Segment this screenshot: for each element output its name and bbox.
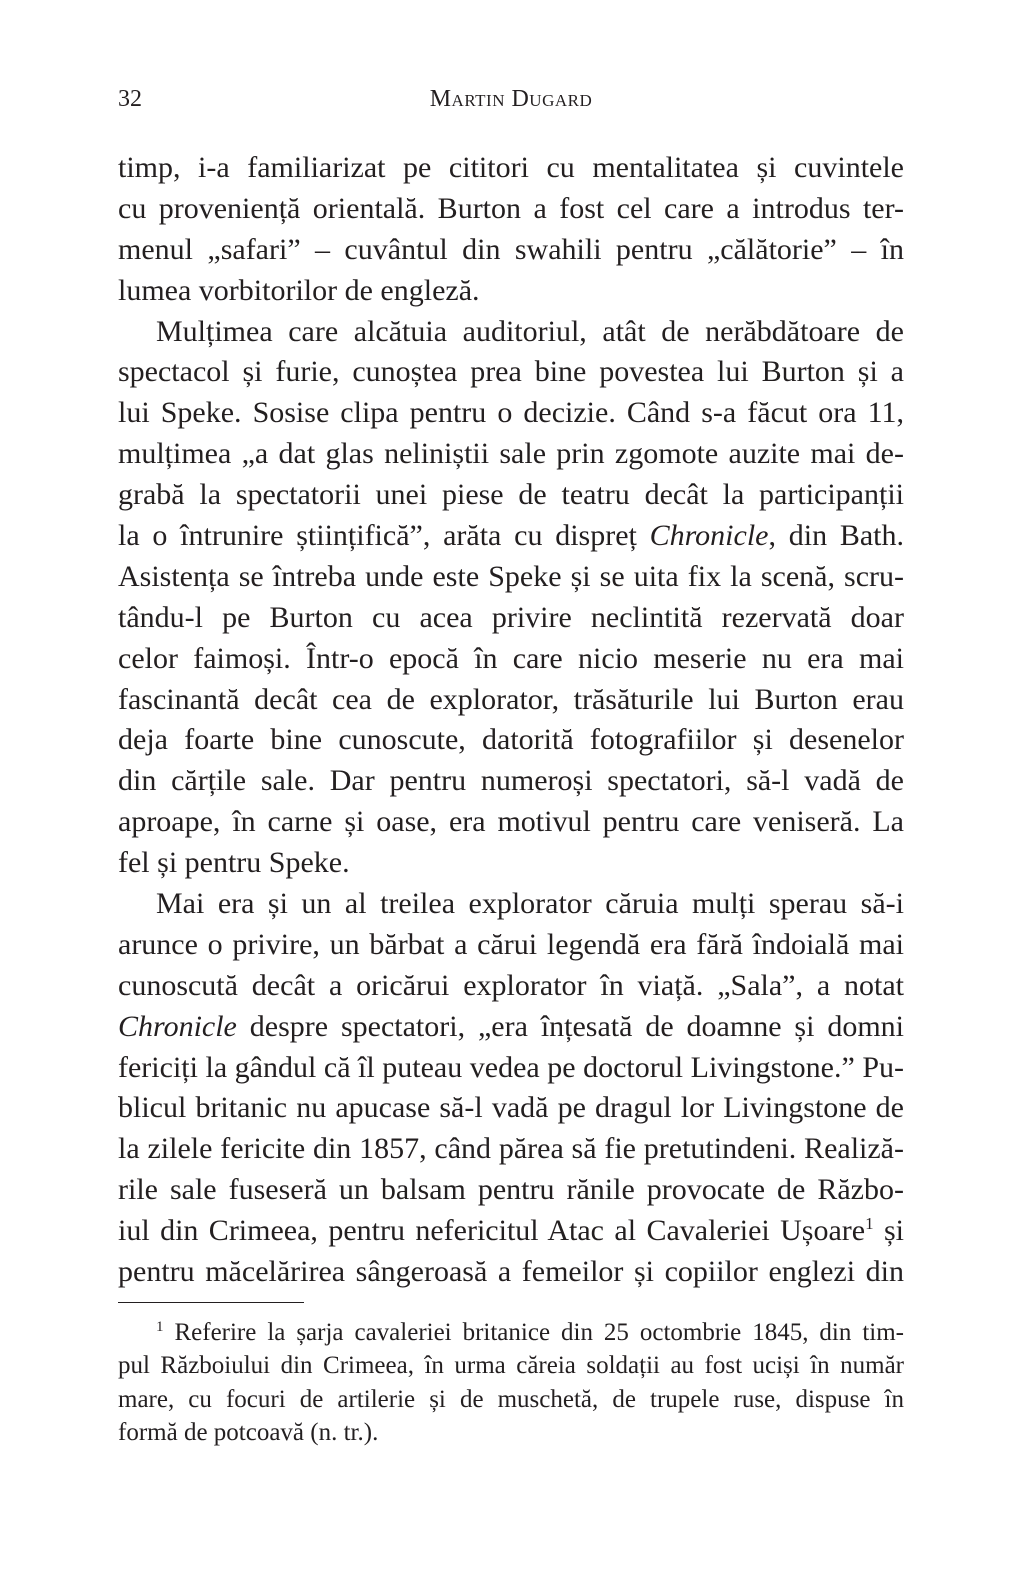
page-header (118, 86, 904, 120)
text-line: menul „safari” – cuvântul din swahili pentru „călătorie” – în (118, 232, 904, 266)
text-fragment: despre spectatori, „era înțesată de doamne și domni (236, 1009, 904, 1043)
text-fragment: la o întrunire științifică”, arăta cu dispreț (118, 519, 650, 553)
text-fragment: iul din Crimeea, pentru nefericitul Atac al Cavaleriei Ușoare (118, 1214, 866, 1248)
footnotes (118, 1316, 904, 1449)
footnote-line: pul Războiului din Crimeea, în urma căreia soldații au fost uciși în număr (118, 1352, 904, 1380)
text-line: mulțimea „a dat glas neliniștii sale prin zgomote auzite mai de- (118, 437, 904, 471)
text-line: rile sale fuseseră un balsam pentru rănile provocate de Războ- (118, 1173, 904, 1207)
text-line: fel și pentru Speke. (118, 846, 350, 880)
text-line: Mulțimea care alcătuia auditoriul, atât de nerăbdătoare de (156, 314, 904, 348)
text-line: lui Speke. Sosise clipa pentru o decizie. Când s-a făcut ora 11, (118, 396, 904, 430)
footnote-separator (118, 1302, 304, 1303)
text-line: deja foarte bine cunoscute, datorită fotografiilor și desenelor (118, 723, 904, 757)
italic-title-chronicle: Chronicle (118, 1009, 237, 1043)
text-line: blicul britanic nu apucase să-l vadă pe dragul lor Livingstone de (118, 1091, 904, 1125)
text-line: spectacol și furie, cunoștea prea bine povestea lui Burton și a (118, 355, 904, 389)
text-line (118, 516, 904, 557)
text-line: cu proveniență orientală. Burton a fost cel care a introdus ter- (118, 191, 904, 225)
text-line: lumea vorbitorilor de engleză. (118, 273, 480, 307)
text-line: la zilele fericite din 1857, când părea să fie pretutindeni. Realiză- (118, 1132, 904, 1166)
text-line: tându-l pe Burton cu acea privire neclintită rezervată doar (118, 600, 904, 634)
footnote-reference: 1 (865, 1214, 874, 1234)
text-line (118, 1007, 904, 1048)
text-line: aproape, în carne și oase, era motivul pentru care veniseră. La (118, 805, 904, 839)
text-line: timp, i-a familiarizat pe cititori cu mentalitatea și cuvintele (118, 151, 904, 184)
text-line: fericiți la gândul că îl puteau vedea pe doctorul Livingstone.” Pu- (118, 1050, 904, 1084)
text-line: celor faimoși. Într-o epocă în care nicio meserie nu era mai (118, 641, 904, 675)
footnote-line: formă de potcoavă (n. tr.). (118, 1418, 379, 1446)
text-line: Asistența se întreba unde este Speke și se uita fix la scenă, scru- (118, 559, 904, 593)
body-text (118, 148, 904, 1293)
footnote-marker: 1 (156, 1319, 164, 1335)
running-head-author: Martin Dugard (429, 86, 593, 112)
italic-title-chronicle: Chronicle (649, 519, 769, 553)
text-line: pentru măcelărirea sângeroasă a femeilor și copiilor englezi din (118, 1255, 904, 1289)
footnote-line: mare, cu focuri de artilerie și de muschetă, de trupele ruse, dispuse în (118, 1385, 904, 1413)
text-line: arunce o privire, un bărbat a cărui legendă era fără îndoială mai (118, 927, 904, 961)
text-line: Mai era și un al treilea explorator căruia mulți sperau să-i (156, 887, 904, 921)
text-line: din cărțile sale. Dar pentru numeroși spectatori, să-l vadă de (118, 764, 904, 798)
text-line (118, 1211, 904, 1252)
text-line: fascinantă decât cea de explorator, trăsăturile lui Burton erau (118, 682, 904, 716)
footnote-line (118, 1316, 904, 1349)
page-number: 32 (118, 86, 142, 112)
text-line: grabă la spectatorii unei piese de teatru decât la participanții (118, 478, 904, 512)
text-fragment: , din Bath. (768, 519, 904, 553)
text-line: cunoscută decât a oricărui explorator în viață. „Sala”, a notat (118, 968, 904, 1002)
text-fragment: Referire la șarja cavaleriei britanice din 25 octombrie 1845, din tim- (174, 1319, 905, 1346)
text-fragment: și (873, 1214, 904, 1248)
